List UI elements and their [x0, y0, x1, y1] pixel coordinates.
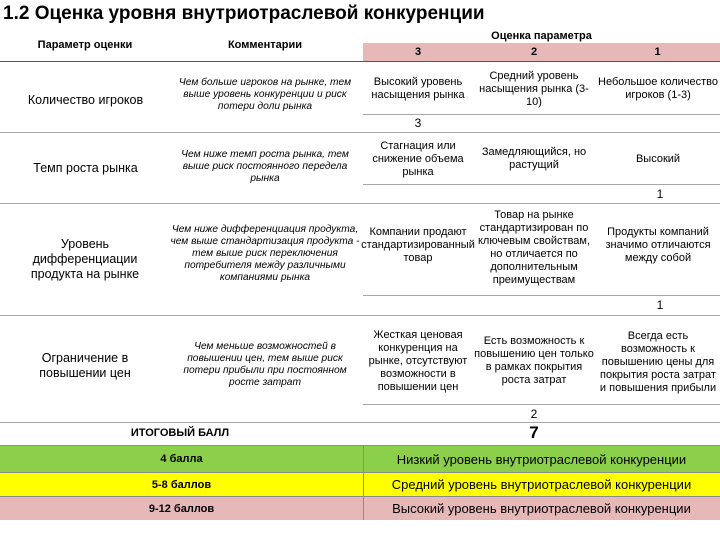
- header-param: Параметр оценки: [37, 39, 133, 51]
- row-3-comment: Чем ниже дифференциация продукта, чем выше стандартизация продукта - тем выше риск переключения потребителя между различными компаниями рынка: [170, 224, 360, 283]
- level-high-range: 9-12 баллов: [148, 502, 215, 515]
- header-col-3: 3: [414, 46, 422, 58]
- row-3-value-1: Продукты компаний значимо отличаются между собой: [605, 225, 711, 264]
- level-high-band: [0, 496, 720, 520]
- row-2-comment: Чем ниже темп роста рынка, тем выше риск постоянного передела рынка: [181, 149, 349, 184]
- row-2-value-1: Высокий: [635, 152, 681, 165]
- row-2-param: Темп роста рынка: [33, 160, 138, 175]
- level-medium-text: Средний уровень внутриотраслевой конкуренции: [391, 477, 692, 492]
- header-rating: Оценка параметра: [491, 29, 592, 42]
- row-1-value-2: Средний уровень насыщения рынка (3-10): [479, 69, 589, 108]
- row-4-score: 2: [530, 406, 538, 421]
- row-3-score: 1: [656, 297, 664, 312]
- row-4-comment: Чем меньше возможностей в повышении цен, тем выше риск потери прибыли при постоянном росте затрат: [183, 341, 347, 388]
- row-1-score: 3: [414, 116, 422, 130]
- level-medium-range: 5-8 баллов: [151, 478, 212, 491]
- header-col-1: 1: [654, 46, 661, 58]
- row-2-value-3: Стагнация или снижение объема рынка: [372, 139, 464, 178]
- page-title: 1.2 Оценка уровня внутриотраслевой конкуренции: [3, 3, 485, 24]
- row-1-value-3: Высокий уровень насыщения рынка: [371, 76, 465, 101]
- level-low-text: Низкий уровень внутриотраслевой конкуренции: [396, 451, 687, 467]
- level-low-band: [0, 445, 720, 472]
- row-4-param: Ограничение в повышении цен: [39, 351, 131, 380]
- header-col-2: 2: [530, 46, 538, 58]
- level-low-range: 4 балла: [160, 453, 203, 465]
- row-4-value-2: Есть возможность к повышению цен только в рамках покрытия роста затрат: [474, 335, 594, 386]
- total-label: ИТОГОВЫЙ БАЛЛ: [130, 427, 230, 439]
- level-high-text: Высокий уровень внутриотраслевой конкуренции: [392, 501, 691, 516]
- row-3-param: Уровень дифференциации продукта на рынке: [30, 236, 140, 281]
- level-medium-band: [0, 472, 720, 496]
- row-4-value-3: Жесткая ценовая конкуренция на рынке, отсутствуют возможности в повышении цен: [368, 328, 468, 393]
- row-3-value-2: Товар на рынке стандартизирован по ключевым свойствам, но отличается по дополнительным преимуществам: [477, 209, 591, 286]
- row-1-value-1: Небольшое количество игроков (1-3): [598, 76, 718, 101]
- row-4-value-1: Всегда есть возможность к повышению цены для покрытия роста затрат и повышения прибыли: [599, 329, 717, 394]
- total-score: 7: [529, 423, 539, 442]
- row-1-comment: Чем больше игроков на рынке, тем выше уровень конкуренции и риск потери доли рынка: [178, 77, 352, 112]
- total-divider-left: [0, 422, 363, 423]
- row-2-score: 1: [656, 186, 664, 201]
- header-comments: Комментарии: [227, 39, 303, 51]
- row-1-param: Количество игроков: [27, 92, 144, 107]
- row-2-value-2: Замедляющийся, но растущий: [481, 146, 587, 171]
- row-3-value-3: Компании продают стандартизированный товар: [361, 225, 475, 264]
